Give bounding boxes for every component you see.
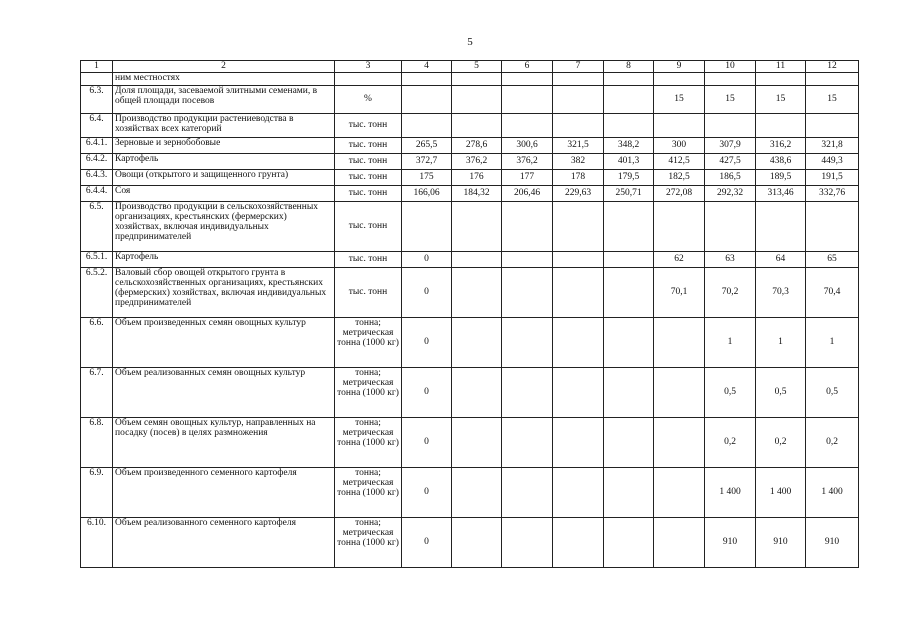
column-number-row (81, 61, 859, 73)
table-row (81, 368, 859, 418)
value-cell: 15 (705, 86, 756, 114)
value-cell (452, 468, 502, 518)
value-cell: 1 400 (705, 468, 756, 518)
value-cell (756, 73, 806, 86)
value-cell (604, 252, 654, 268)
indicator-name: Картофель (113, 154, 335, 170)
value-cell (452, 318, 502, 368)
value-cell (604, 202, 654, 252)
value-cell: 348,2 (604, 138, 654, 154)
value-cell (452, 268, 502, 318)
indicator-name: Объем семян овощных культур, направленных на посадку (посев) в целях размножения (113, 418, 335, 468)
value-cell (502, 318, 553, 368)
column-number-6: 6 (502, 61, 553, 73)
unit-of-measure: тыс. тонн (335, 252, 402, 268)
value-cell: 332,76 (806, 186, 859, 202)
row-number: 6.4.3. (81, 170, 113, 186)
value-cell (705, 114, 756, 138)
column-number-3: 3 (335, 61, 402, 73)
table-row (81, 252, 859, 268)
row-number: 6.4.2. (81, 154, 113, 170)
column-number-5: 5 (452, 61, 502, 73)
column-number-9: 9 (654, 61, 705, 73)
indicator-name: ним местностях (113, 73, 335, 86)
value-cell: 0 (402, 468, 452, 518)
value-cell: 62 (654, 252, 705, 268)
row-number: 6.4. (81, 114, 113, 138)
unit-of-measure: тонна; метрическая тонна (1000 кг) (335, 418, 402, 468)
value-cell (553, 468, 604, 518)
value-cell (502, 252, 553, 268)
value-cell (502, 418, 553, 468)
value-cell: 70,4 (806, 268, 859, 318)
indicator-name: Овощи (открытого и защищенного грунта) (113, 170, 335, 186)
value-cell: 412,5 (654, 154, 705, 170)
value-cell: 64 (756, 252, 806, 268)
indicator-name: Производство продукции растениеводства в хозяйствах всех категорий (113, 114, 335, 138)
value-cell: 0 (402, 518, 452, 568)
value-cell: 265,5 (402, 138, 452, 154)
value-cell: 0,5 (806, 368, 859, 418)
value-cell: 438,6 (756, 154, 806, 170)
value-cell (604, 318, 654, 368)
value-cell: 307,9 (705, 138, 756, 154)
value-cell: 376,2 (502, 154, 553, 170)
row-number: 6.5. (81, 202, 113, 252)
value-cell: 1 (705, 318, 756, 368)
indicator-name: Производство продукции в сельскохозяйственных организациях, крестьянских (фермерских) хозяйствах, включая индивидуальных предпринимателей (113, 202, 335, 252)
value-cell: 0 (402, 418, 452, 468)
value-cell: 0,5 (705, 368, 756, 418)
value-cell (604, 518, 654, 568)
row-number: 6.7. (81, 368, 113, 418)
value-cell: 0 (402, 318, 452, 368)
value-cell: 316,2 (756, 138, 806, 154)
value-cell: 175 (402, 170, 452, 186)
value-cell (502, 114, 553, 138)
value-cell: 300,6 (502, 138, 553, 154)
column-number-2: 2 (113, 61, 335, 73)
value-cell: 313,46 (756, 186, 806, 202)
unit-of-measure: тонна; метрическая тонна (1000 кг) (335, 518, 402, 568)
value-cell (553, 202, 604, 252)
value-cell: 206,46 (502, 186, 553, 202)
value-cell (604, 268, 654, 318)
value-cell (402, 86, 452, 114)
value-cell: 178 (553, 170, 604, 186)
value-cell (604, 86, 654, 114)
value-cell: 278,6 (452, 138, 502, 154)
column-number-8: 8 (604, 61, 654, 73)
value-cell: 0,2 (806, 418, 859, 468)
value-cell: 184,32 (452, 186, 502, 202)
value-cell: 449,3 (806, 154, 859, 170)
value-cell (654, 468, 705, 518)
table-row (81, 268, 859, 318)
value-cell: 300 (654, 138, 705, 154)
row-number: 6.10. (81, 518, 113, 568)
unit-of-measure: тонна; метрическая тонна (1000 кг) (335, 368, 402, 418)
value-cell: 0,2 (705, 418, 756, 468)
value-cell (402, 202, 452, 252)
value-cell (452, 114, 502, 138)
value-cell: 272,08 (654, 186, 705, 202)
unit-of-measure: тонна; метрическая тонна (1000 кг) (335, 468, 402, 518)
value-cell: 292,32 (705, 186, 756, 202)
value-cell (502, 518, 553, 568)
value-cell (654, 368, 705, 418)
value-cell (806, 114, 859, 138)
value-cell (553, 73, 604, 86)
value-cell (452, 202, 502, 252)
table-row (81, 138, 859, 154)
unit-of-measure: тонна; метрическая тонна (1000 кг) (335, 318, 402, 368)
indicator-name: Объем реализованного семенного картофеля (113, 518, 335, 568)
value-cell (502, 86, 553, 114)
value-cell (705, 73, 756, 86)
value-cell: 179,5 (604, 170, 654, 186)
value-cell (806, 73, 859, 86)
value-cell (553, 368, 604, 418)
row-number: 6.9. (81, 468, 113, 518)
value-cell: 321,5 (553, 138, 604, 154)
value-cell: 0,2 (756, 418, 806, 468)
row-number: 6.8. (81, 418, 113, 468)
value-cell (502, 202, 553, 252)
value-cell (654, 202, 705, 252)
value-cell: 176 (452, 170, 502, 186)
table-row (81, 318, 859, 368)
value-cell (502, 468, 553, 518)
value-cell: 191,5 (806, 170, 859, 186)
unit-of-measure: тыс. тонн (335, 114, 402, 138)
table-row (81, 518, 859, 568)
table-row (81, 468, 859, 518)
value-cell: 910 (756, 518, 806, 568)
value-cell: 189,5 (756, 170, 806, 186)
value-cell (654, 114, 705, 138)
value-cell (756, 114, 806, 138)
value-cell: 63 (705, 252, 756, 268)
value-cell: 70,3 (756, 268, 806, 318)
value-cell: 1 (806, 318, 859, 368)
page-number: 5 (467, 36, 473, 48)
column-number-4: 4 (402, 61, 452, 73)
value-cell: 0 (402, 268, 452, 318)
value-cell (553, 252, 604, 268)
column-number-1: 1 (81, 61, 113, 73)
indicator-name: Соя (113, 186, 335, 202)
value-cell: 427,5 (705, 154, 756, 170)
indicator-name: Объем реализованных семян овощных культур (113, 368, 335, 418)
row-number: 6.5.2. (81, 268, 113, 318)
value-cell (553, 114, 604, 138)
value-cell (604, 73, 654, 86)
column-number-11: 11 (756, 61, 806, 73)
table-row (81, 170, 859, 186)
column-number-7: 7 (553, 61, 604, 73)
value-cell: 15 (654, 86, 705, 114)
row-number: 6.4.1. (81, 138, 113, 154)
value-cell (654, 73, 705, 86)
value-cell: 15 (756, 86, 806, 114)
row-number: 6.3. (81, 86, 113, 114)
unit-of-measure: % (335, 86, 402, 114)
value-cell (604, 418, 654, 468)
value-cell: 70,2 (705, 268, 756, 318)
value-cell: 177 (502, 170, 553, 186)
table-row (81, 114, 859, 138)
value-cell (402, 114, 452, 138)
table-row (81, 73, 859, 86)
value-cell: 910 (705, 518, 756, 568)
unit-of-measure: тыс. тонн (335, 268, 402, 318)
value-cell (553, 518, 604, 568)
value-cell (806, 202, 859, 252)
value-cell (604, 468, 654, 518)
indicator-name: Валовый сбор овощей открытого грунта в сельскохозяйственных организациях, крестьянских (фермерских) хозяйствах, включая индивидуальных предпринимателей (113, 268, 335, 318)
row-number: 6.5.1. (81, 252, 113, 268)
value-cell: 186,5 (705, 170, 756, 186)
value-cell: 382 (553, 154, 604, 170)
value-cell (604, 368, 654, 418)
value-cell (654, 518, 705, 568)
indicator-name: Зерновые и зернобобовые (113, 138, 335, 154)
row-number (81, 73, 113, 86)
value-cell: 910 (806, 518, 859, 568)
row-number: 6.6. (81, 318, 113, 368)
value-cell: 1 400 (806, 468, 859, 518)
unit-of-measure: тыс. тонн (335, 138, 402, 154)
value-cell: 1 (756, 318, 806, 368)
value-cell: 372,7 (402, 154, 452, 170)
unit-of-measure: тыс. тонн (335, 170, 402, 186)
table-row (81, 202, 859, 252)
value-cell (553, 418, 604, 468)
table-row (81, 418, 859, 468)
value-cell: 65 (806, 252, 859, 268)
value-cell: 376,2 (452, 154, 502, 170)
table-row (81, 154, 859, 170)
value-cell (553, 86, 604, 114)
value-cell (604, 114, 654, 138)
value-cell (452, 252, 502, 268)
value-cell (452, 518, 502, 568)
unit-of-measure: тыс. тонн (335, 186, 402, 202)
value-cell: 0 (402, 252, 452, 268)
value-cell: 0 (402, 368, 452, 418)
value-cell: 401,3 (604, 154, 654, 170)
unit-of-measure: тыс. тонн (335, 154, 402, 170)
value-cell: 15 (806, 86, 859, 114)
row-number: 6.4.4. (81, 186, 113, 202)
value-cell (553, 318, 604, 368)
value-cell (705, 202, 756, 252)
value-cell (452, 73, 502, 86)
indicator-name: Доля площади, засеваемой элитными семенами, в общей площади посевов (113, 86, 335, 114)
value-cell: 70,1 (654, 268, 705, 318)
value-cell: 166,06 (402, 186, 452, 202)
column-number-10: 10 (705, 61, 756, 73)
unit-of-measure (335, 73, 402, 86)
table-row (81, 86, 859, 114)
indicators-table (80, 60, 859, 568)
value-cell (756, 202, 806, 252)
value-cell: 1 400 (756, 468, 806, 518)
indicator-name: Картофель (113, 252, 335, 268)
value-cell: 0,5 (756, 368, 806, 418)
column-number-12: 12 (806, 61, 859, 73)
value-cell: 229,63 (553, 186, 604, 202)
value-cell: 182,5 (654, 170, 705, 186)
value-cell (452, 86, 502, 114)
value-cell: 250,71 (604, 186, 654, 202)
indicator-name: Объем произведенного семенного картофеля (113, 468, 335, 518)
value-cell (553, 268, 604, 318)
value-cell (502, 268, 553, 318)
table-row (81, 186, 859, 202)
indicator-name: Объем произведенных семян овощных культур (113, 318, 335, 368)
value-cell (452, 418, 502, 468)
value-cell (502, 73, 553, 86)
value-cell: 321,8 (806, 138, 859, 154)
value-cell (654, 418, 705, 468)
value-cell (502, 368, 553, 418)
value-cell (402, 73, 452, 86)
value-cell (654, 318, 705, 368)
value-cell (452, 368, 502, 418)
unit-of-measure: тыс. тонн (335, 202, 402, 252)
